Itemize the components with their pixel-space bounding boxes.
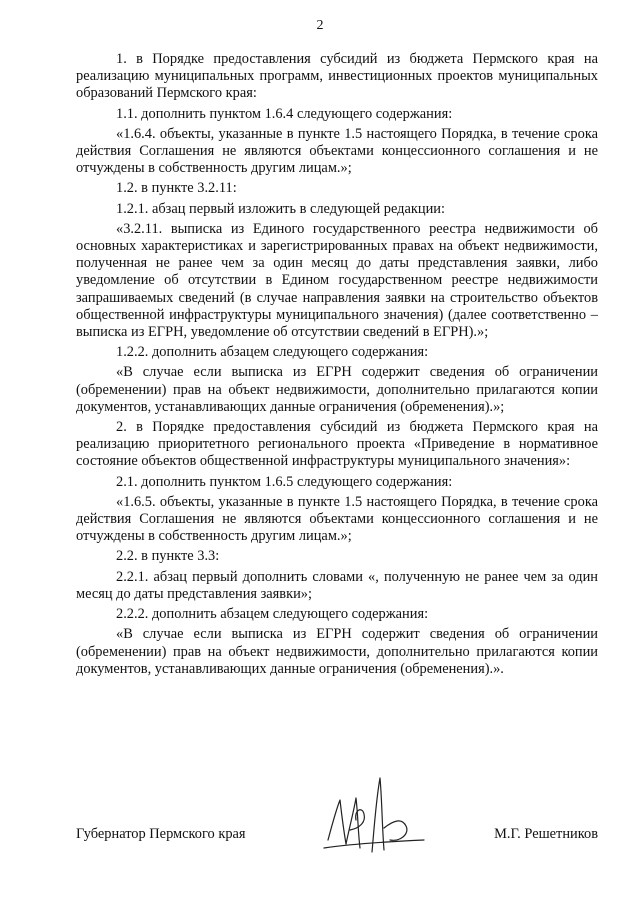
paragraph-1-6-4-text: «1.6.4. объекты, указанные в пункте 1.5 настоящего Порядка, в течение срока действия Соглашения не являются объектами концессионного соглашения и не отчуждены в собственность другим лицам.»; <box>76 125 598 177</box>
paragraph-2-2: 2.2. в пункте 3.3: <box>116 548 220 565</box>
paragraph-2-1: 2.1. дополнить пунктом 1.6.5 следующего содержания: <box>116 473 453 490</box>
paragraph-1-1: 1.1. дополнить пунктом 1.6.4 следующего содержания: <box>116 105 453 122</box>
signatory-position: Губернатор Пермского края <box>76 826 246 842</box>
paragraph-2: 2. в Порядке предоставления субсидий из бюджета Пермского края на реализацию приоритетного регионального проекта «Приведение в нормативное состояние объектов общественной инфраструктуры муниципального значения»: <box>76 419 598 470</box>
paragraph-1: 1. в Порядке предоставления субсидий из бюджета Пермского края на реализацию муниципальных программ, инвестиционных проектов муниципальных образований Пермского края: <box>76 51 598 102</box>
paragraph-1-2: 1.2. в пункте 3.2.11: <box>116 180 237 197</box>
handwritten-signature <box>320 770 430 860</box>
paragraph-1-2-2: 1.2.2. дополнить абзацем следующего содержания: <box>116 344 429 361</box>
paragraph-1-6-5-text: «1.6.5. объекты, указанные в пункте 1.5 настоящего Порядка, в течение срока действия Соглашения не являются объектами концессионного соглашения и не отчуждены в собственность другим лицам.»; <box>76 493 598 545</box>
paragraph-1-2-1: 1.2.1. абзац первый изложить в следующей редакции: <box>116 200 445 217</box>
paragraph-egrn-clause-1: «В случае если выписка из ЕГРН содержит сведения об ограничении (обременении) прав на объект недвижимости, дополнительно прилагаются копии документов, устанавливающих данные ограничения (обременения).»; <box>76 364 598 415</box>
paragraph-2-2-1: 2.2.1. абзац первый дополнить словами «, полученную не ранее чем за один месяц до даты представления заявки»; <box>76 568 598 602</box>
paragraph-3-2-11-text: «3.2.11. выписка из Единого государственного реестра недвижимости об основных характеристиках и зарегистрированных правах на объект недвижимости, полученная не ранее чем за один месяц до даты представления заявки, либо уведомление об отсутствии в Едином государственном реестре недвижимости запрашиваемых сведений (в случае направления заявки на строительство объектов общественной инфраструктуры муниципального значения) (далее соответственно – выписка из ЕГРН, уведомление об отсутствии сведений в ЕГРН).»; <box>76 220 598 341</box>
document-body <box>76 51 598 678</box>
paragraph-egrn-clause-2: «В случае если выписка из ЕГРН содержит сведения об ограничении (обременении) прав на объект недвижимости, дополнительно прилагаются копии документов, устанавливающих данные ограничения (обременения).». <box>76 626 598 677</box>
paragraph-2-2-2: 2.2.2. дополнить абзацем следующего содержания: <box>116 606 429 623</box>
page-number: 2 <box>316 18 324 33</box>
signatory-name: М.Г. Решетников <box>494 826 598 842</box>
signature-block <box>76 826 598 846</box>
